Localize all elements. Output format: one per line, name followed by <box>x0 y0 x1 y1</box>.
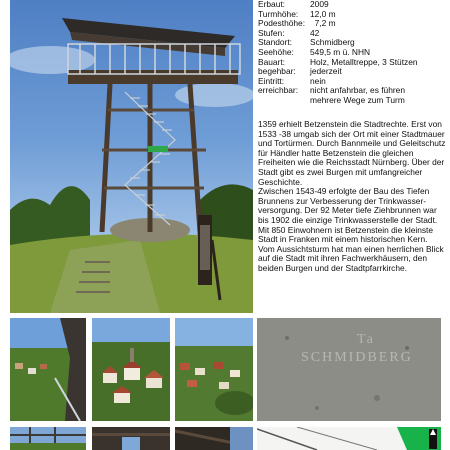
tower-photo <box>10 0 253 313</box>
fact-value: 2009 <box>310 0 329 9</box>
fact-row <box>258 67 448 77</box>
fact-label: Podesthöhe: <box>258 18 306 29</box>
fact-label: Bauart: <box>258 56 286 67</box>
stone-text-line: SCHMIDBERG <box>301 350 413 365</box>
photo-thumbnail-railing <box>10 427 86 450</box>
north-arrow-icon <box>429 429 437 449</box>
fact-value: 549,5 m ü. NHN <box>310 46 371 57</box>
fact-value: Holz, Metalltreppe, 3 Stützen <box>310 56 418 67</box>
fact-value: nein <box>310 75 326 86</box>
photo-thumbnail-town <box>92 318 170 421</box>
fact-value-continued: mehrere Wege zum Turm <box>310 94 405 105</box>
fact-label: Erbaut: <box>258 0 286 9</box>
photo-thumbnail-panorama <box>175 318 253 421</box>
tower-facts <box>258 0 448 106</box>
photo-thumbnail-structure <box>92 427 170 450</box>
photo-thumbnail-stairs <box>175 427 253 450</box>
fact-label: Stufen: <box>258 27 285 38</box>
fact-value: 7,2 m <box>310 18 336 29</box>
fact-label: erreichbar: <box>258 85 299 96</box>
fact-label: Eintritt: <box>258 75 285 86</box>
fact-label: Turmhöhe: <box>258 8 299 19</box>
location-map <box>257 427 441 450</box>
fact-row <box>258 19 448 29</box>
stone-text-line: Ta <box>357 332 375 347</box>
description-paragraph: 1359 erhielt Betzenstein die Stadtrechte. Erst von 1533 -38 umgab sich der Ort mit einer Stadtmauer und Tortürmen. Durch Bannmeile und Geleitschutz für Händler hatte Betzenstein die gleichen Freiheiten wie die Reichsstadt Nürnberg. Über der Stadt gibt es zwei Burgen mit umfangreicher Geschichte. <box>258 119 446 187</box>
fact-value: 42 <box>310 27 320 38</box>
fact-label: Seehöhe: <box>258 46 294 57</box>
fact-value: 12,0 m <box>310 8 336 19</box>
description-paragraph: Zwischen 1543-49 erfolgte der Bau des Tiefen Brunnens zur Verbesserung der Trinkwasser-versorgung. Der 92 Meter tiefe Ziehbrunnen war bis 1902 die einzige Trinkwasserstelle der Stadt. <box>258 186 438 225</box>
fact-value: jederzeit <box>310 66 342 77</box>
stone-inscription-photo <box>257 318 441 421</box>
photo-thumbnail-platform-view <box>10 318 86 421</box>
description-paragraph: Vom Aussichtsturm hat man einen herrlichen Blick auf die Stadt mit ihren Fachwerkhäusern, den beiden Burgen und der Stadtpfarrkirche. <box>258 243 444 273</box>
history-description <box>258 120 448 274</box>
fact-label: Standort: <box>258 37 292 48</box>
fact-value: Schmidberg <box>310 37 355 48</box>
fact-label: begehbar: <box>258 66 296 77</box>
description-paragraph: Mit 850 Einwohnern ist Betzenstein die kleinste Stadt in Franken mit einem historischen Kern. <box>258 224 434 245</box>
fact-value: nicht anfahrbar, es führen <box>310 85 405 96</box>
